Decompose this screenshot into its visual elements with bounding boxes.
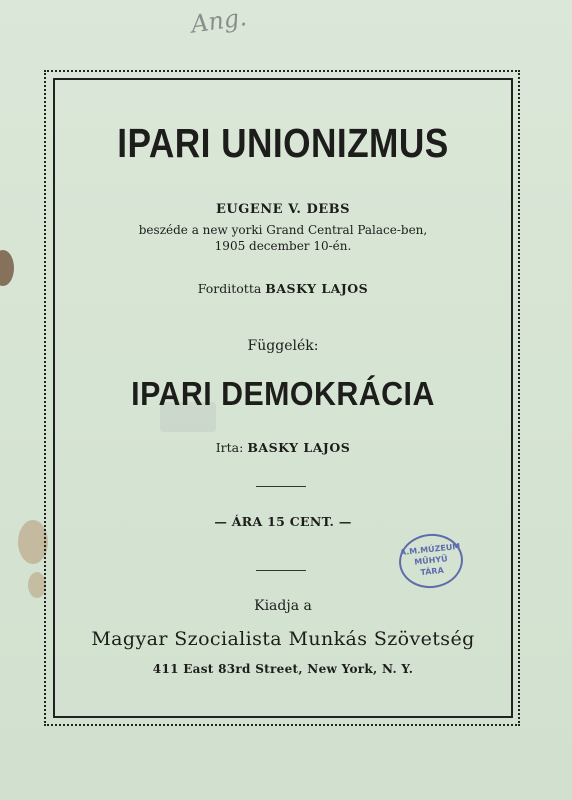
library-stamp: A.M.MÚZEUM MŰHYÜ TÁRA [396,531,465,591]
main-title: IPARI UNIONIZMUS [117,120,449,166]
divider-rule [256,486,306,487]
handwritten-note: Ang. [189,3,249,39]
divider-rule [256,570,306,571]
author-name: EUGENE V. DEBS [216,202,350,217]
publisher-address: 411 East 83rd Street, New York, N. Y. [152,662,414,676]
speech-subtitle-line-1: beszéde a new yorki Grand Central Palace-ben, [138,223,428,237]
price-label: — ÁRA 15 CENT. — [214,514,352,529]
author-credit [53,440,513,455]
written-prefix: Irta: [215,440,244,455]
writer-name: BASKY LAJOS [247,440,351,455]
stain-mark [0,250,14,286]
translator-prefix: Forditotta [197,281,262,296]
appendix-title: IPARI DEMOKRÁCIA [131,375,435,412]
publisher-name: Magyar Szocialista Munkás Szövetség [91,628,475,650]
speech-subtitle-line-2: 1905 december 10-én. [214,239,352,253]
appendix-label: Függelék: [247,338,319,354]
translator-name: BASKY LAJOS [265,281,369,296]
publisher-label: Kiadja a [254,598,312,614]
translator-credit [53,281,513,296]
